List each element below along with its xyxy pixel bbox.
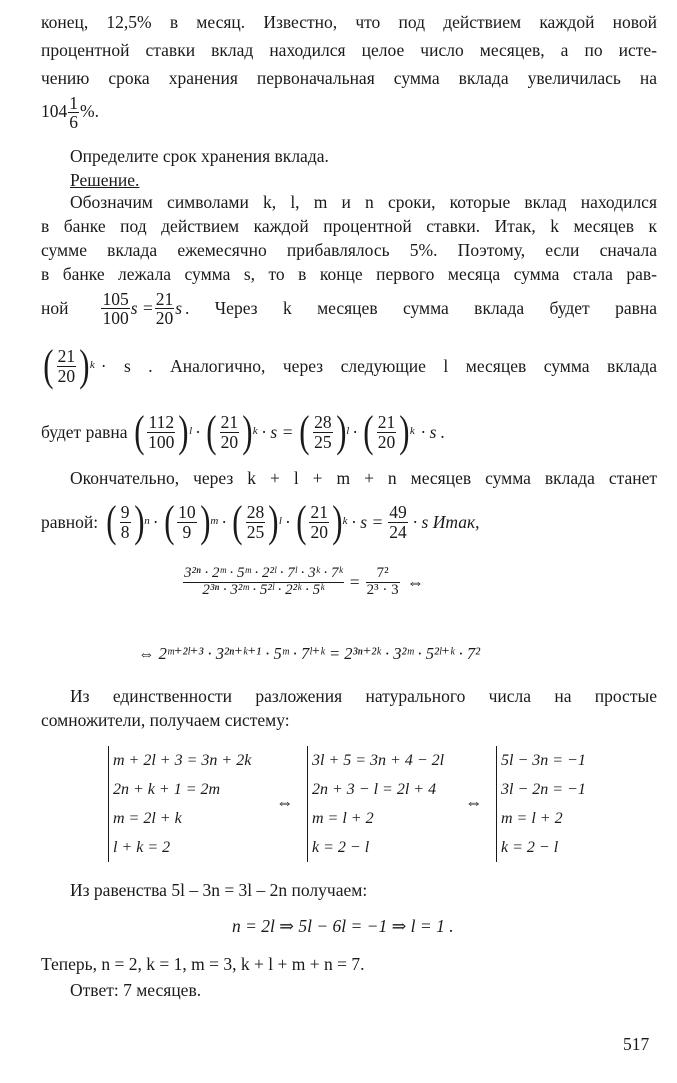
text-okonchatelno: Окончательно, через k + l + m + n месяцев сумма вклада станет bbox=[70, 468, 657, 488]
text-line-6: Обозначим символами k, l, m и n сроки, которые вклад находился bbox=[70, 192, 657, 212]
text-line-11: сомножители, получаем систему: bbox=[41, 710, 290, 730]
answer-line: Ответ: 7 месяцев. bbox=[70, 980, 202, 1000]
s-line-start: ной bbox=[41, 298, 69, 319]
text-line-12: Из равенства 5l – 3n = 3l – 2n получаем: bbox=[70, 880, 368, 900]
line-21-rest: · s . Аналогично, через следующие l месяцев сумма вклада bbox=[100, 355, 657, 376]
powers-equation: ⇔ 2ᵐ⁺²ˡ⁺³ · 3²ⁿ⁺ᵏ⁺¹ · 5ᵐ · 7ˡ⁺ᵏ = 2³ⁿ⁺²ᵏ · 3²ᵐ · 5²ˡ⁺ᵏ · 7² bbox=[138, 644, 481, 663]
s-line-rest: . Через k месяцев сумма вклада будет равна bbox=[185, 298, 657, 319]
n-equation: n = 2l ⇒ 5l − 6l = −1 ⇒ l = 1 . bbox=[232, 916, 454, 936]
percent-tail: %. bbox=[80, 100, 99, 121]
fraction-21-20: $\frac{21}{20}$ bbox=[155, 289, 174, 329]
text-line-8: сумме вклада ежемесячно прибавлялось 5%. Поэтому, если сначала bbox=[41, 240, 657, 260]
system-3: 5l − 3n = −1 3l − 2n = −1 m = l + 2 k = 2 − l bbox=[496, 746, 586, 862]
formula-line-budet: будет равна ( $\frac{112}{100}$ ) l · ( $\frac{21}{20}$ ) k · s = ( $\frac{28}{25}$ ) l · ( $\frac{21}{20}$ ) k · s . bbox=[41, 407, 446, 456]
text-line-1: конец, 12,5% в месяц. Известно, что под действием каждой новой bbox=[41, 12, 657, 32]
paren-fraction: ( $\frac{21}{20}$ ) k bbox=[43, 341, 95, 390]
big-equation: $\frac{\text{3²ⁿ · 2ᵐ · 5ᵐ · 2²ˡ · 7ˡ · 3ᵏ · 7ᵏ}}{\text{2³ⁿ · 3²ᵐ · 5²ˡ · 2²ᵏ · 5ᵏ}}$ = $\frac{\text{7²}}{\text{2³ · 3}}$ ⇔ bbox=[184, 565, 425, 598]
system-iff-2: ⇔ bbox=[465, 792, 483, 812]
iff-arrow: ⇔ bbox=[406, 571, 425, 592]
system-iff-1: ⇔ bbox=[276, 792, 294, 812]
text-line-3: чению срока хранения первоначальная сумма вклада увеличилась на bbox=[41, 68, 657, 88]
text-line-2: процентной ставки вклад находился целое число месяцев, а по исте- bbox=[41, 40, 657, 60]
text-line-13: Теперь, n = 2, k = 1, m = 3, k + l + m + n = 7. bbox=[41, 954, 365, 974]
budet-start: будет равна bbox=[41, 421, 128, 442]
s-equals: s = bbox=[130, 298, 154, 319]
text-line-10: Из единственности разложения натурального числа на простые bbox=[70, 686, 657, 706]
formula-line-ravnoy: равной: ( $\frac{9}{8}$ ) n · ( $\frac{10}{9}$ ) m · ( $\frac{28}{25}$ ) l · ( $\frac{21}{20}$ ) k · s = $\frac{49}{24}$ · s Итак, bbox=[41, 497, 480, 546]
percent-whole: 104 bbox=[41, 100, 68, 121]
percent-value bbox=[41, 94, 99, 132]
solution-heading: Решение. bbox=[70, 170, 140, 190]
formula-line-s bbox=[41, 290, 657, 328]
page-number: 517 bbox=[623, 1034, 650, 1054]
big-fraction: $\frac{\text{3²ⁿ · 2ᵐ · 5ᵐ · 2²ˡ · 7ˡ · 3ᵏ · 7ᵏ}}{\text{2³ⁿ · 3²ᵐ · 5²ˡ · 2²ᵏ · 5ᵏ}}$ bbox=[184, 565, 343, 598]
system-2: 3l + 5 = 3n + 4 − 2l 2n + 3 − l = 2l + 4 m = l + 2 k = 2 − l bbox=[307, 746, 444, 862]
s-var: s bbox=[175, 298, 183, 319]
system-1: m + 2l + 3 = 3n + 2k 2n + k + 1 = 2m m = 2l + k l + k = 2 bbox=[108, 746, 251, 862]
percent-fraction: $\frac{1}{6}$ bbox=[69, 93, 78, 133]
formula-line-21-20 bbox=[41, 341, 657, 390]
right-fraction: $\frac{\text{7²}}{\text{2³ · 3}}$ bbox=[366, 565, 399, 598]
task-question: Определите срок хранения вклада. bbox=[70, 146, 329, 166]
text-line-9: в банке лежала сумма s, то в конце первого месяца сумма стала рав- bbox=[41, 264, 657, 284]
ravnoy-start: равной: bbox=[41, 511, 99, 532]
fraction-105-100: $\frac{105}{100}$ bbox=[102, 289, 129, 329]
text-line-7: в банке под действием каждой процентной ставки. Итак, k месяцев к bbox=[41, 216, 657, 236]
